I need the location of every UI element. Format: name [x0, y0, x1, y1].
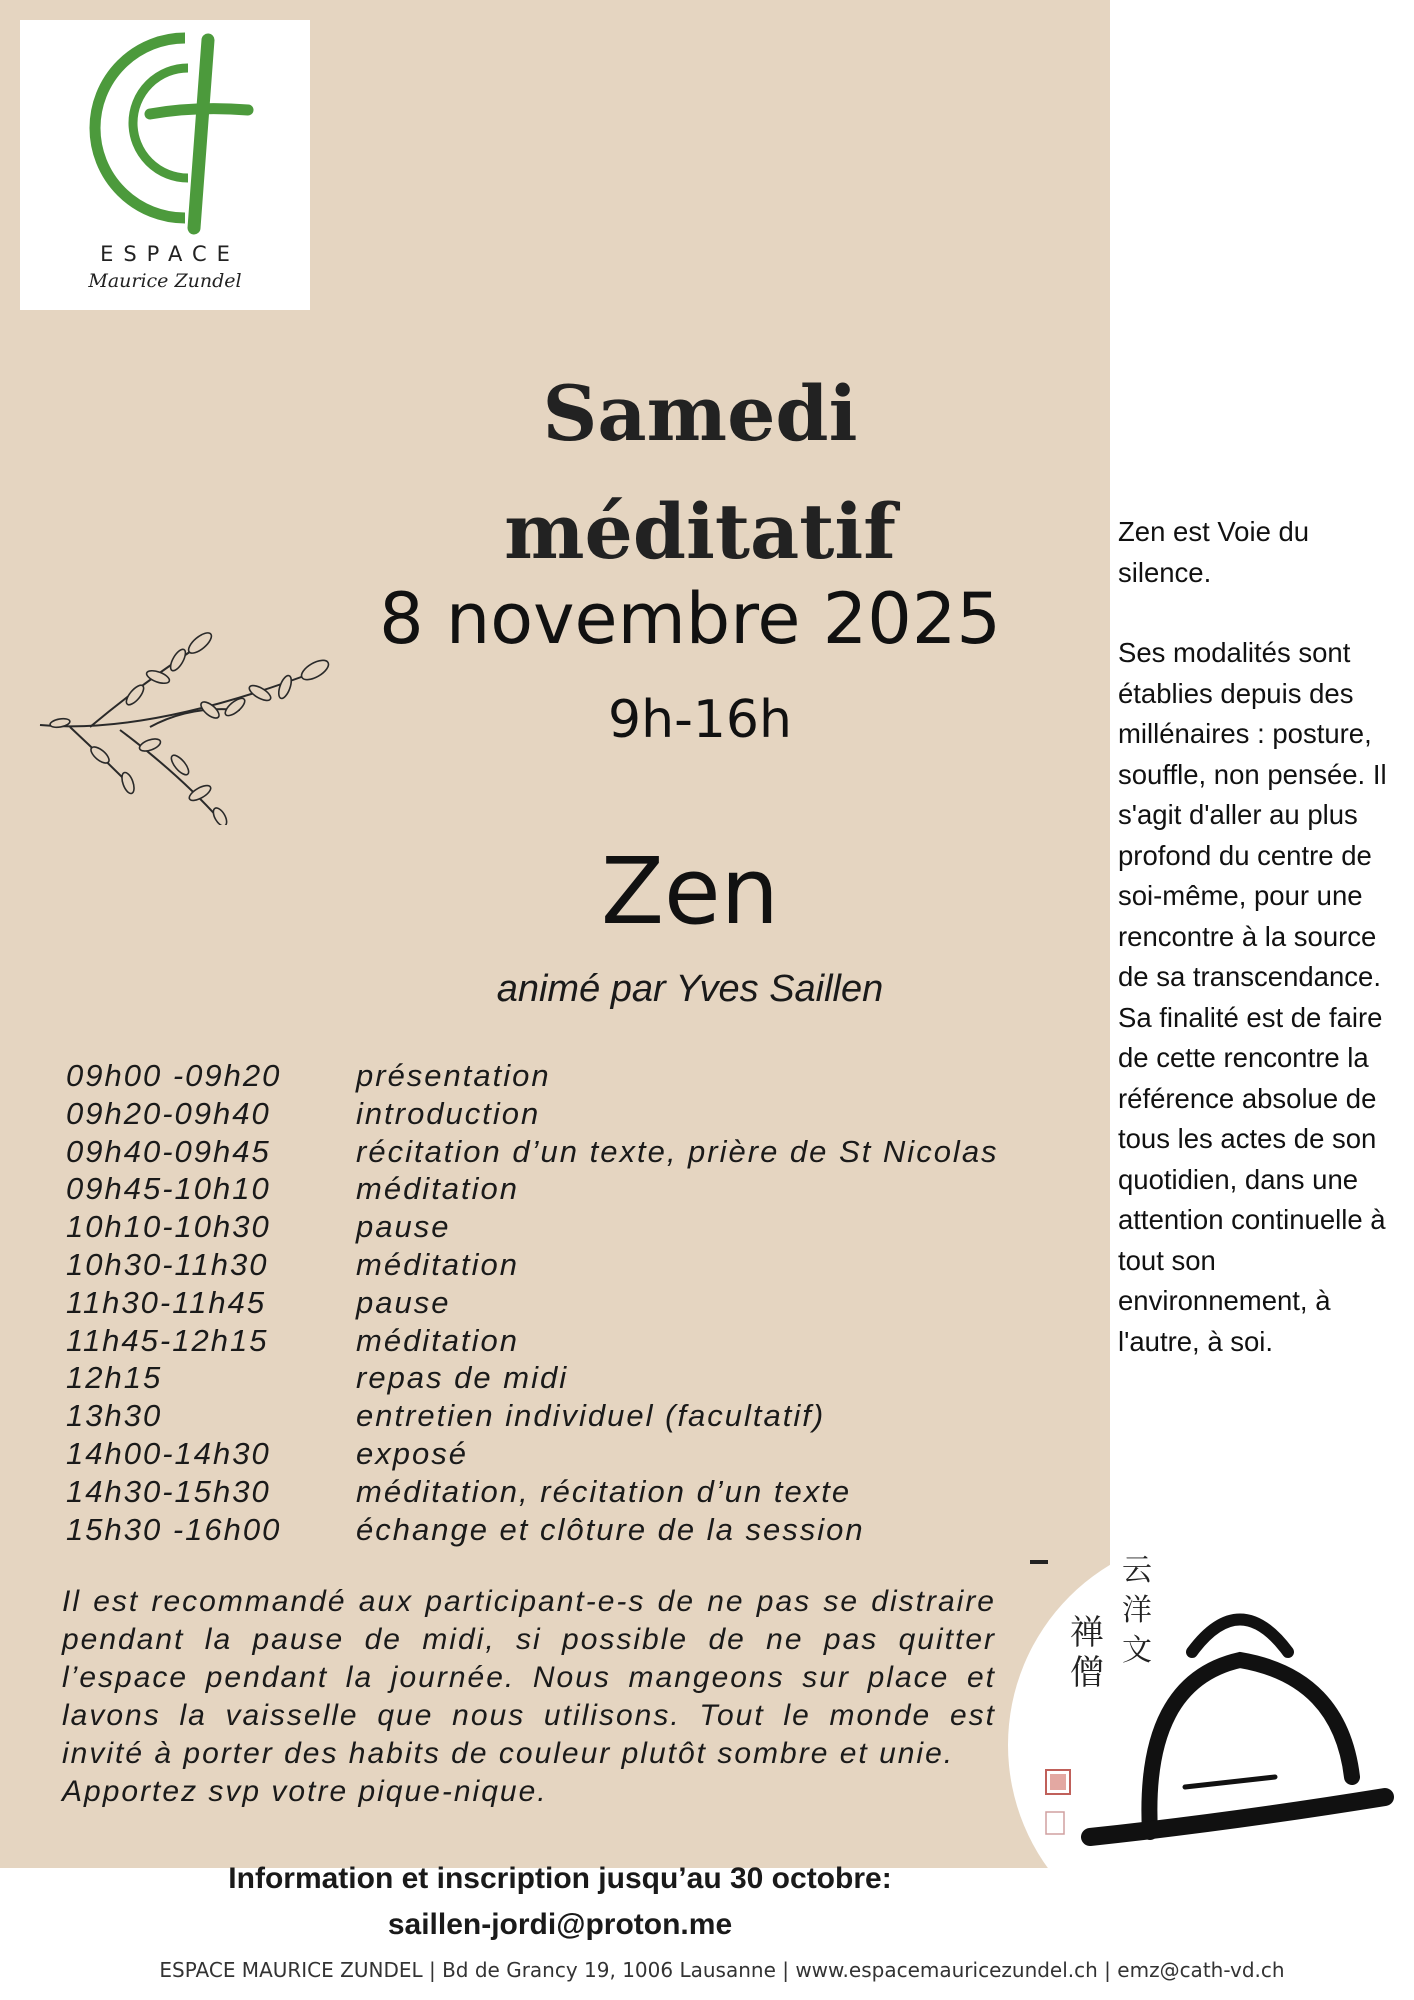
zen-intro: Zen est Voie du silence. [1118, 516, 1310, 588]
schedule-time: 14h00-14h30 [66, 1435, 271, 1471]
schedule-activity: échange et clôture de la session [356, 1511, 865, 1547]
schedule-row [66, 1398, 1066, 1436]
schedule-time: 11h45-12h15 [66, 1322, 269, 1358]
schedule-time: 11h30-11h45 [66, 1284, 267, 1320]
schedule-time: 12h15 [66, 1360, 163, 1396]
schedule-row [66, 1247, 1066, 1285]
schedule-time: 09h45-10h10 [66, 1171, 271, 1207]
schedule-row [66, 1323, 1066, 1361]
schedule-activity: repas de midi [356, 1360, 569, 1396]
schedule-activity: présentation [356, 1058, 551, 1093]
calligraphy-char: 禅 [1070, 1613, 1104, 1653]
event-hours: 9h-16h [608, 690, 792, 750]
event-title [420, 355, 980, 591]
title-line-2: méditatif [504, 487, 896, 576]
schedule-row [66, 1134, 1066, 1172]
event-topic: Zen [601, 838, 779, 945]
schedule-activity: pause [356, 1209, 451, 1245]
schedule-row [66, 1474, 1066, 1512]
zen-body: Ses modalités sont établies depuis des millénaires : posture, souffle, non pensée. Il s'agit d'aller au plus profond du centre de soi-même, pour une rencontre à la source de sa transcendance. Sa finalité est de faire de cette rencontre la référence absolue de tous les actes de son quotidien, dans une attention continuelle à tout son environnement, à l'autre, à soi. [1118, 637, 1387, 1357]
schedule-time: 13h30 [66, 1398, 163, 1434]
registration-info: Information et inscription jusqu’au 30 octobre: [228, 1862, 892, 1895]
logo-signature: Maurice Zundel [88, 270, 242, 292]
zen-description [1118, 512, 1404, 1362]
schedule-row [66, 1171, 1066, 1209]
cross-arcs-logo-icon [80, 28, 260, 238]
schedule-activity: pause [356, 1284, 451, 1320]
notes-picnic: Apportez svp votre pique-nique. [62, 1775, 548, 1808]
calligraphy-char: 云 [1122, 1553, 1152, 1588]
calligraphy-char: 文 [1122, 1633, 1152, 1668]
event-animator: animé par Yves Saillen [496, 968, 884, 1010]
schedule-activity: récitation d’un texte, prière de St Nicolas [356, 1133, 999, 1169]
schedule-time: 15h30 -16h00 [66, 1511, 282, 1547]
participant-notes [62, 1583, 996, 1811]
schedule-time: 09h40-09h45 [66, 1133, 271, 1169]
schedule-list [66, 1058, 1066, 1549]
schedule-activity: méditation [356, 1171, 520, 1207]
schedule-activity: introduction [356, 1095, 541, 1131]
event-date: 8 novembre 2025 [379, 578, 1001, 660]
schedule-row [66, 1209, 1066, 1247]
schedule-activity: méditation, récitation d’un texte [356, 1473, 852, 1509]
contact-email-link[interactable]: saillen-jordi@proton.me [387, 1908, 733, 1941]
schedule-row [66, 1058, 1066, 1096]
schedule-activity: entretien individuel (facultatif) [356, 1398, 826, 1434]
notes-paragraph: Il est recommandé aux participant-e-s de ne pas se distraire pendant la pause de midi, si possible de ne pas quitter l’espace pendant la journée. Nous mangeons sur place et lavons la vaisselle que nous utilisons. Tout le monde est invité à porter des habits de couleur plutôt sombre et unie. [62, 1585, 996, 1770]
schedule-time: 14h30-15h30 [66, 1473, 271, 1509]
schedule-time: 10h10-10h30 [66, 1209, 271, 1245]
botanical-sprig-illustration [30, 615, 330, 825]
schedule-time: 10h30-11h30 [66, 1246, 269, 1282]
zen-calligraphy-illustration [1030, 1532, 1414, 1862]
footer-address: ESPACE MAURICE ZUNDEL | Bd de Grancy 19, 1006 Lausanne | www.espacemauricezundel.ch | emz@cath-vd.ch [159, 1958, 1285, 1982]
schedule-row [66, 1360, 1066, 1398]
logo-wordmark: ESPACE [100, 242, 240, 266]
schedule-row [66, 1096, 1066, 1134]
espace-maurice-zundel-logo [20, 20, 310, 310]
schedule-time: 09h20-09h40 [66, 1095, 271, 1131]
schedule-row [66, 1512, 1066, 1550]
schedule-row [66, 1436, 1066, 1474]
schedule-activity: méditation [356, 1322, 520, 1358]
schedule-row [66, 1285, 1066, 1323]
schedule-activity: méditation [356, 1246, 520, 1282]
calligraphy-char: 洋 [1122, 1593, 1152, 1628]
title-line-1: Samedi [542, 369, 858, 458]
schedule-activity: exposé [356, 1435, 468, 1471]
calligraphy-char: 僧 [1070, 1653, 1104, 1693]
schedule-time: 09h00 -09h20 [66, 1058, 282, 1093]
